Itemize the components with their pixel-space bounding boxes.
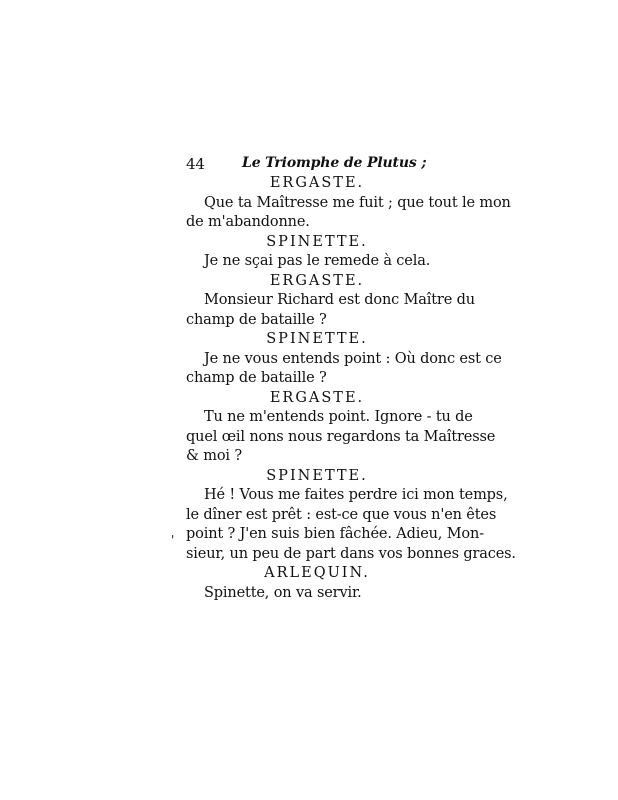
dialogue-line: point ? J'en suis bien fâchée. Adieu, Mon- xyxy=(186,526,484,542)
dialogue-line: sieur, un peu de part dans vos bonnes graces. xyxy=(186,545,516,562)
running-head: Le Triomphe de Plutus ; xyxy=(242,155,427,171)
dialogue-line: le dîner est prêt : est-ce que vous n'en êtes xyxy=(186,506,497,523)
speaker-name: ARLEQUIN. xyxy=(264,565,370,581)
speaker-name: SPINETTE. xyxy=(266,331,368,347)
speaker-name: SPINETTE. xyxy=(266,467,368,484)
dialogue-line: Que ta Maîtresse me fuit ; que tout le mon xyxy=(204,194,511,211)
dialogue-line: Tu ne m'entends point. Ignore - tu de xyxy=(204,409,473,425)
dialogue-line: Je ne sçai pas le remede à cela. xyxy=(204,253,431,269)
speaker-name: ERGASTE. xyxy=(269,175,365,191)
speaker-name: ERGASTE. xyxy=(269,389,365,406)
dialogue-line: Spinette, on va servir. xyxy=(204,584,362,601)
stray-ink-mark: ' xyxy=(171,533,175,547)
dialogue-line: quel œil nons nous regardons ta Maîtresse xyxy=(186,428,496,445)
dialogue-line: Monsieur Richard est donc Maître du xyxy=(204,292,475,308)
dialogue-text xyxy=(186,174,516,603)
dialogue-line: champ de bataille ? xyxy=(186,311,327,328)
dialogue-line: & moi ? xyxy=(186,448,242,464)
page-text-block xyxy=(186,154,516,603)
dialogue-line: de m'abandonne. xyxy=(186,214,310,230)
dialogue-line: champ de bataille ? xyxy=(186,370,327,386)
page-number: 44 xyxy=(186,155,205,173)
dialogue-line: Je ne vous entends point : Où donc est ce xyxy=(204,350,502,367)
speaker-name: SPINETTE. xyxy=(266,233,368,250)
page-header xyxy=(186,154,448,174)
dialogue-line: Hé ! Vous me faites perdre ici mon temps, xyxy=(204,487,508,503)
speaker-name: ERGASTE. xyxy=(269,272,365,289)
